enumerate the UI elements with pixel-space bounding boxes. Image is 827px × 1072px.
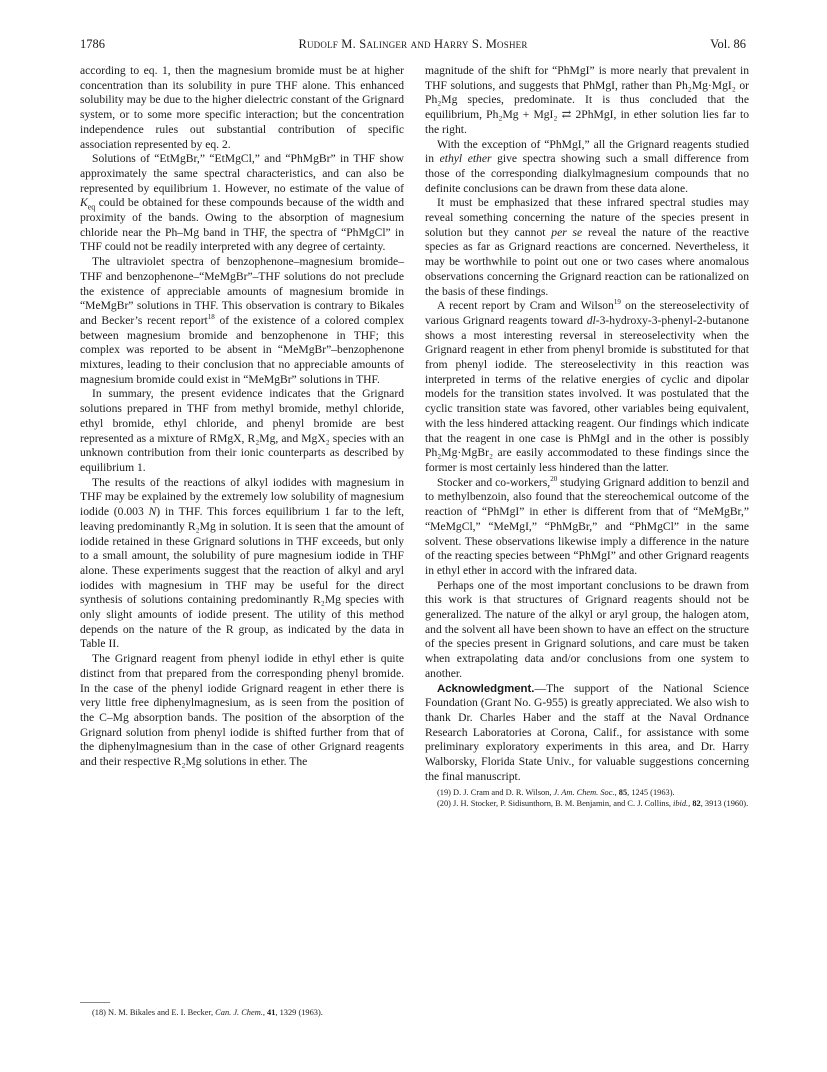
paragraph: Solutions of “EtMgBr,” “EtMgCl,” and “PhMgBr” in THF show approximately the same spectral characteristics, and can also be represented by equilibrium 1. However, no estimate of the value of $K_{eq}$ could be obtained for these compounds because of the width and proximity of the bands. Owing to the absorption of magnesium chloride near the Ph–Mg band in THF, the spectra of “PhMgCl” in THF could not be readily interpreted with any degree of certainty.	[80, 152, 404, 254]
paragraph: The results of the reactions of alkyl iodides with magnesium in THF may be explained by the extremely low solubility of magnesium iodide (0.003 N) in THF. This forces equilibrium 1 far to the left, leaving predominantly R₂Mg in solution. It is seen that the amount of iodide retained in these Grignard solutions in THF exceeds, but only to a small amount, the solubility of pure magnesium iodide in THF alone. These experiments suggest that the reaction of alkyl and aryl iodides with magnesium in THF may be useful for the direct synthesis of solutions containing predominantly R₂Mg species with only slight amounts of iodide present. The utility of this method depends on the nature of the R group, as indicated by the data in Table II.	[80, 475, 404, 651]
footnote-ref[interactable]: 20	[550, 474, 558, 483]
footnote-18: (18) N. M. Bikales and E. I. Becker, Can. J. Chem., 41, 1329 (1963).	[92, 1008, 323, 1017]
paragraph: In summary, the present evidence indicates that the Grignard solutions prepared in THF from methyl bromide, methyl chloride, ethyl bromide, ethyl chloride, and phenyl bromide are best represented as a mixture of RMgX, R₂Mg, and MgX₂ species with an unknown contribution from their ionic counterparts as described by equilibrium 1.	[80, 387, 404, 474]
acknowledgment: Acknowledgment.—The support of the National Science Foundation (Grant No. G-955) is greatly appreciated. We also wish to thank Dr. Charles Haber and the staff at the Naval Ordnance Research Laboratories at Corona, Calif., for assistance with some preliminary exploratory experiments in this area, and Dr. Harry Walborsky, Florida State Univ., for valuable suggestions concerning the final manuscript.	[425, 681, 749, 783]
footnote-ref[interactable]: 18	[207, 313, 215, 322]
paragraph: The Grignard reagent from phenyl iodide in ethyl ether is quite distinct from that prepared from the corresponding phenyl bromide. In the case of the phenyl iodide Grignard reagent in ether there is very little free diphenylmagnesium, as is seen from the position of the C–Mg absorption bands. The position of the absorption of the Grignard solution from phenyl iodide is shifted further from that of the diphenylmagnesium than in the case of other Grignard reagents and their respective R₂Mg solutions in ether. The	[80, 652, 404, 769]
paragraph: according to eq. 1, then the magnesium bromide must be at higher concentration than its solubility in pure THF alone. This enhanced solubility may be due to the higher dielectric constant of the Grignard system, or to some more specific interaction; but the concentration independence rules out substantial contribution of specific association represented by eq. 2.	[80, 64, 404, 151]
left-column	[80, 64, 404, 770]
footnote-divider	[80, 1002, 110, 1003]
paragraph: Perhaps one of the most important conclusions to be drawn from this work is that structures of Grignard reagents should not be generalized. The nature of the alkyl or aryl group, the halogen atom, and the solvent all have been shown to have an effect on the structure of the species present in Grignard solutions, and care must be taken when extrapolating data and/or conclusions from one system to another.	[425, 578, 749, 680]
paragraph: It must be emphasized that these infrared spectral studies may reveal something concerning the nature of the species present in solution but they cannot per se reveal the nature of the reactive species as far as Grignard reactions are concerned. Nevertheless, it may be worthwhile to point out one or two cases where anomalous observations concerning the Grignard reaction can be rationalized on the basis of these findings.	[425, 196, 750, 298]
paragraph: Stocker and co-workers,$^{20}$ studying Grignard addition to benzil and to methylbenzoin, also found that the stereochemical outcome of the reaction of “PhMgI” in ether is different from that of “MeMgBr,” “MeMgCl,” “MeMgI,” “PhMgBr,” and “PhMgCl” in the same solvent. These observations likewise imply a difference in the nature of the reacting species between “PhMgI” and other Grignard reagents in ethyl ether in accord with the infrared data.	[425, 474, 750, 577]
footnotes	[425, 788, 749, 810]
footnote-19: (19) D. J. Cram and D. R. Wilson, J. Am. Chem. Soc., 85, 1245 (1963).	[437, 788, 675, 798]
footnote-ref[interactable]: 19	[613, 298, 621, 307]
acknowledgment-heading: Acknowledgment.	[437, 682, 535, 695]
page-number: 1786	[80, 37, 105, 51]
paragraph: With the exception of “PhMgI,” all the Grignard reagents studied in ethyl ether give spectra showing such a small difference from those of the corresponding dialkylmagnesium compounds that no definite conclusions can be drawn from these data alone.	[425, 137, 749, 195]
page-header	[80, 37, 746, 57]
right-column	[425, 64, 749, 810]
footnote-20: (20) J. H. Stocker, P. Sidisunthorn, B. M. Benjamin, and C. J. Collins, ibid., 82, 3913 (1960).	[437, 799, 749, 809]
paragraph: A recent report by Cram and Wilson$^{19}$ on the stereoselectivity of various Grignard reagents toward dl-3-hydroxy-3-phenyl-2-butanone shows a most interesting reversal in stereoselectivity when the Grignard reagent in ether from phenyl bromide is substituted for that from phenyl iodide. The stereoselectivity in this reaction was interpreted in terms of the relative energies of cyclic and dipolar models for the transition states involved. It was postulated that the cyclic transition state was favored, other variables being equivalent, with the less hindered attacking reagent. Our findings which indicate that the reagent in one case is PhMgI and in the other is possibly Ph₂Mg·MgBr₂ are easily accommodated to these findings since the former is most certainly less hindered than the latter.	[425, 298, 750, 474]
paragraph: magnitude of the shift for “PhMgI” is more nearly that prevalent in THF solutions, and suggests that PhMgI, rather than Ph₂Mg·MgI₂ or Ph₂Mg species, predominate. It is thus concluded that the equilibrium, Ph₂Mg + MgI₂ ⇄ 2PhMgI, in ether solution lies far to the right.	[425, 64, 749, 136]
paragraph: The ultraviolet spectra of benzophenone–magnesium bromide–THF and benzophenone–“MeMgBr”–THF solutions do not preclude the existence of appreciable amounts of magnesium bromide in “MeMgBr” solutions in THF. This observation is contrary to Bikales and Becker’s recent report$^{18}$ of the existence of a colored complex between magnesium bromide and benzophenone in THF; this complex was reported to be absent in “MeMgBr”–benzophenone mixtures, leading to their conclusion that no appreciable amounts of magnesium bromide could exist in “MeMgBr” solutions in THF.	[80, 255, 404, 386]
running-title: Rudolf M. Salinger and Harry S. Mosher	[298, 37, 528, 51]
volume-label: Vol. 86	[710, 37, 746, 51]
